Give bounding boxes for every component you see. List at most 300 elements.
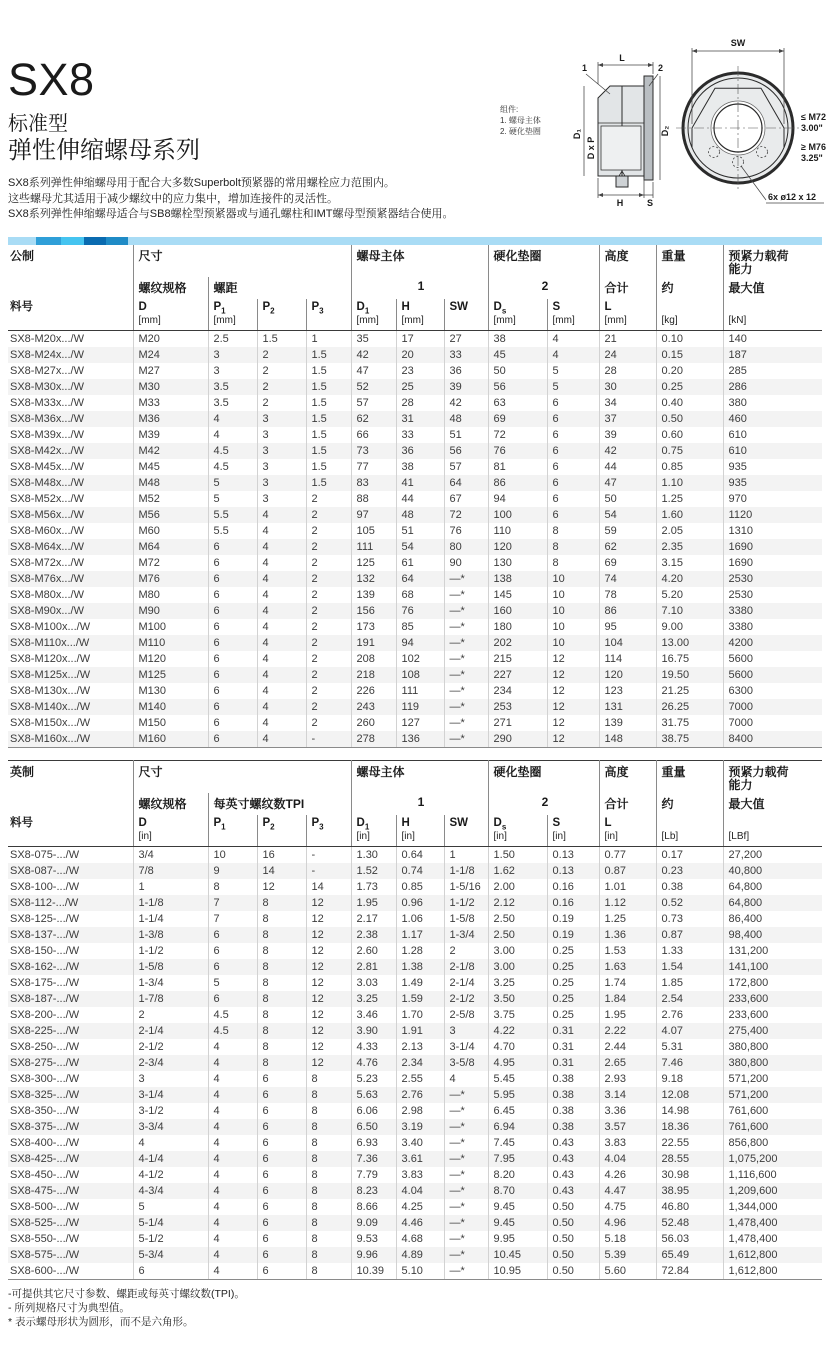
cell: 1.5 <box>257 330 306 347</box>
cell: 2 <box>306 651 351 667</box>
cell: 57 <box>444 459 488 475</box>
cell: 1.59 <box>396 991 444 1007</box>
cell: —* <box>444 1247 488 1263</box>
cell: 2.12 <box>488 895 547 911</box>
cell: 6 <box>208 715 257 731</box>
cell: 62 <box>351 411 396 427</box>
table-row <box>8 1087 822 1103</box>
cell: M39 <box>133 427 208 443</box>
cell: 1.5 <box>306 411 351 427</box>
cell: 4.04 <box>599 1151 656 1167</box>
cell: 6 <box>547 395 599 411</box>
cell: —* <box>444 1199 488 1215</box>
cell: 64,800 <box>723 879 822 895</box>
cell: 4 <box>208 1231 257 1247</box>
cell: 4 <box>444 1071 488 1087</box>
cell: 6 <box>208 651 257 667</box>
cell: 2 <box>306 699 351 715</box>
cell: 5 <box>208 975 257 991</box>
cell: 610 <box>723 427 822 443</box>
cell: 100 <box>488 507 547 523</box>
cell: 8 <box>306 1247 351 1263</box>
cell: 233,600 <box>723 991 822 1007</box>
table-row <box>8 475 822 491</box>
cell: 69 <box>599 555 656 571</box>
cell: 125 <box>351 555 396 571</box>
preload-line: 能力 <box>728 777 753 792</box>
cell: 4 <box>257 683 306 699</box>
cell: 3 <box>133 1071 208 1087</box>
cell: 33 <box>444 347 488 363</box>
table-row <box>8 1103 822 1119</box>
cell: 97 <box>351 507 396 523</box>
group-weight: 重量 <box>656 245 723 277</box>
cell: 4.96 <box>599 1215 656 1231</box>
cell: 1,344,000 <box>723 1199 822 1215</box>
cell: 0.50 <box>547 1215 599 1231</box>
cell: 4.76 <box>351 1055 396 1071</box>
cell: M52 <box>133 491 208 507</box>
cell: 4 <box>208 1135 257 1151</box>
cell: 0.50 <box>547 1199 599 1215</box>
table-row <box>8 1151 822 1167</box>
cell: 47 <box>599 475 656 491</box>
cell: 2 <box>444 943 488 959</box>
cell: 8 <box>306 1119 351 1135</box>
cell: 7/8 <box>133 863 208 879</box>
cell: M130 <box>133 683 208 699</box>
table-row <box>8 1023 822 1039</box>
cell: 9.09 <box>351 1215 396 1231</box>
cell: 6 <box>547 443 599 459</box>
cell: M56 <box>133 507 208 523</box>
cell: 2-5/8 <box>444 1007 488 1023</box>
cell: 1-1/8 <box>133 895 208 911</box>
cell: SX8-M27x.../W <box>10 364 84 377</box>
cell: 3.40 <box>396 1135 444 1151</box>
cell: SX8-M39x.../W <box>10 428 84 441</box>
cell: 23 <box>396 363 444 379</box>
cell: 6 <box>547 491 599 507</box>
cell: 9.95 <box>488 1231 547 1247</box>
cell: 4.5 <box>208 1007 257 1023</box>
cell: 3.25 <box>488 975 547 991</box>
cell: SX8-075-.../W <box>10 848 80 861</box>
cell: —* <box>444 1167 488 1183</box>
cell: M120 <box>133 651 208 667</box>
cell: 3 <box>257 475 306 491</box>
cell: M76 <box>133 571 208 587</box>
cell: 2.76 <box>656 1007 723 1023</box>
cell: 61 <box>396 555 444 571</box>
cell: 2.05 <box>656 523 723 539</box>
cell: 6 <box>208 731 257 748</box>
cell: 1.74 <box>599 975 656 991</box>
subgroup-nut-body-num: 1 <box>351 793 488 815</box>
cell: 12 <box>547 651 599 667</box>
footnote: - 所列规格尺寸为典型值。 <box>8 1301 130 1314</box>
subgroup-preload-max: 最大值 <box>723 277 822 299</box>
label-L: L <box>619 53 625 63</box>
cell: 45 <box>488 347 547 363</box>
cell: - <box>306 863 351 879</box>
subgroup-height-total: 合计 <box>599 793 656 815</box>
table-row <box>8 1071 822 1087</box>
cell: 14.98 <box>656 1103 723 1119</box>
cell: 1.5 <box>306 459 351 475</box>
cell: SX8-M76x.../W <box>10 572 84 585</box>
cell: 27,200 <box>723 846 822 863</box>
cell: 4 <box>208 411 257 427</box>
cell: 5 <box>547 363 599 379</box>
subgroup-washer-num: 2 <box>488 277 599 299</box>
cell: 139 <box>351 587 396 603</box>
cell: 3 <box>208 347 257 363</box>
cell: 25 <box>396 379 444 395</box>
cell: 2 <box>306 539 351 555</box>
cell: 0.10 <box>656 330 723 347</box>
cell: 0.96 <box>396 895 444 911</box>
table-row <box>8 379 822 395</box>
cell: SX8-375-.../W <box>10 1120 80 1133</box>
cell: 65.49 <box>656 1247 723 1263</box>
cell: 1,612,800 <box>723 1247 822 1263</box>
cell: 2.35 <box>656 539 723 555</box>
cell: 6 <box>208 683 257 699</box>
cell: SX8-137-.../W <box>10 928 80 941</box>
cell: 51 <box>396 523 444 539</box>
cell: 1.63 <box>599 959 656 975</box>
column-header: $P_3$ <box>306 299 351 331</box>
cell: 72.84 <box>656 1263 723 1280</box>
cell: 3 <box>257 411 306 427</box>
cell: —* <box>444 1215 488 1231</box>
table-row <box>8 1199 822 1215</box>
cell: 2.00 <box>488 879 547 895</box>
cell: 76 <box>396 603 444 619</box>
cell: 0.43 <box>547 1183 599 1199</box>
cell: 8.23 <box>351 1183 396 1199</box>
cell: 1120 <box>723 507 822 523</box>
column-header: [LBf] <box>723 815 822 847</box>
cell: 7.46 <box>656 1055 723 1071</box>
cell: 0.15 <box>656 347 723 363</box>
cell: 1-1/8 <box>444 863 488 879</box>
table-row <box>8 1039 822 1055</box>
table-row <box>8 975 822 991</box>
cell: SX8-M110x.../W <box>10 636 90 649</box>
cell: 5.10 <box>396 1263 444 1280</box>
cell: 1.62 <box>488 863 547 879</box>
cell: 51 <box>444 427 488 443</box>
column-header: D [in] <box>133 815 208 847</box>
cell: 1.53 <box>599 943 656 959</box>
cell: 0.31 <box>547 1023 599 1039</box>
cell: SX8-M90x.../W <box>10 604 84 617</box>
cell: 4200 <box>723 635 822 651</box>
cell: 1.5 <box>306 475 351 491</box>
table-row <box>8 863 822 879</box>
cell: 8 <box>257 943 306 959</box>
cell: 856,800 <box>723 1135 822 1151</box>
cell: 1-1/4 <box>133 911 208 927</box>
cell: 4 <box>208 1199 257 1215</box>
cell: 4 <box>257 619 306 635</box>
cell: 1310 <box>723 523 822 539</box>
cell: 3.00 <box>488 959 547 975</box>
cell: 9.00 <box>656 619 723 635</box>
cell: 2-1/2 <box>444 991 488 1007</box>
cell: 6 <box>208 555 257 571</box>
cell: 2 <box>306 523 351 539</box>
cell: 8 <box>306 1263 351 1280</box>
cell: 191 <box>351 635 396 651</box>
cell: 8 <box>306 1215 351 1231</box>
table-row <box>8 507 822 523</box>
cell: 111 <box>396 683 444 699</box>
cell: 3.75 <box>488 1007 547 1023</box>
cell: 12 <box>306 911 351 927</box>
cell: 27 <box>444 330 488 347</box>
cell: 2 <box>306 635 351 651</box>
cell: 8 <box>306 1087 351 1103</box>
table-row <box>8 555 822 571</box>
cell: 0.60 <box>656 427 723 443</box>
cell: 1.5 <box>306 395 351 411</box>
cell: 6 <box>547 475 599 491</box>
column-header: $D_s$ [mm] <box>488 299 547 331</box>
cell: 226 <box>351 683 396 699</box>
cell: 5 <box>133 1199 208 1215</box>
subgroup-height-total: 合计 <box>599 277 656 299</box>
cell: M48 <box>133 475 208 491</box>
cell: 54 <box>599 507 656 523</box>
cell: 1-1/2 <box>133 943 208 959</box>
cell: SX8-225-.../W <box>10 1024 80 1037</box>
cell: —* <box>444 667 488 683</box>
cell: 2 <box>306 571 351 587</box>
imperial-section-label: 英制 <box>10 764 35 779</box>
cell: 108 <box>396 667 444 683</box>
cell: 0.50 <box>656 411 723 427</box>
cell: 5.20 <box>656 587 723 603</box>
cell: SX8-475-.../W <box>10 1184 80 1197</box>
cell: 1.5 <box>306 427 351 443</box>
cell: SX8-600-.../W <box>8 1263 133 1280</box>
cell: 3 <box>257 443 306 459</box>
cell: —* <box>444 683 488 699</box>
cell: 253 <box>488 699 547 715</box>
cell: 6 <box>208 699 257 715</box>
cell: 0.85 <box>396 879 444 895</box>
cell: —* <box>444 1151 488 1167</box>
table-row <box>8 683 822 699</box>
cell: 0.13 <box>547 846 599 863</box>
cell: 1 <box>306 330 351 347</box>
cell: 8 <box>306 1199 351 1215</box>
cell: 10 <box>547 619 599 635</box>
cell: 0.17 <box>656 846 723 863</box>
cell: SX8-100-.../W <box>10 880 80 893</box>
cell: 1 <box>444 846 488 863</box>
table-row <box>8 539 822 555</box>
cell: 1-3/4 <box>133 975 208 991</box>
cell: M100 <box>133 619 208 635</box>
cell: 42 <box>599 443 656 459</box>
cell: 5-1/2 <box>133 1231 208 1247</box>
cell: 4.5 <box>208 443 257 459</box>
cell: 6 <box>208 539 257 555</box>
cell: SX8-M64x.../W <box>10 540 84 553</box>
cell: 78 <box>599 587 656 603</box>
cell: 4 <box>257 603 306 619</box>
cell: 5 <box>208 475 257 491</box>
cell: 8 <box>257 1007 306 1023</box>
table-row <box>8 731 822 748</box>
cell: 0.16 <box>547 879 599 895</box>
column-header: $P_2$ <box>257 815 306 847</box>
cell: 2 <box>306 555 351 571</box>
cell: —* <box>444 1119 488 1135</box>
column-header: $P_2$ <box>257 299 306 331</box>
subgroup-pitch: 螺距 <box>208 277 351 299</box>
cell: 180 <box>488 619 547 635</box>
column-header: SW <box>444 299 488 331</box>
cell: 9.45 <box>488 1215 547 1231</box>
cell: 12.08 <box>656 1087 723 1103</box>
cell: 6 <box>208 619 257 635</box>
cell: 1690 <box>723 539 822 555</box>
cell: 54 <box>396 539 444 555</box>
cell: 35 <box>351 330 396 347</box>
cell: 4 <box>257 587 306 603</box>
cell: 0.38 <box>547 1103 599 1119</box>
cell: SX8-M160x.../W <box>8 731 133 748</box>
cell: 4 <box>257 715 306 731</box>
cell: SX8-M100x.../W <box>10 620 91 633</box>
cell: 127 <box>396 715 444 731</box>
cell: 1.28 <box>396 943 444 959</box>
cell: 10 <box>547 587 599 603</box>
cell: 3.36 <box>599 1103 656 1119</box>
cell: 1.49 <box>396 975 444 991</box>
cell: 2.13 <box>396 1039 444 1055</box>
table-row <box>8 1135 822 1151</box>
cell: SX8-M20x.../W <box>10 332 84 345</box>
cell: - <box>306 846 351 863</box>
column-header: L [in] <box>599 815 656 847</box>
cell: 260 <box>351 715 396 731</box>
cell: 290 <box>488 731 547 748</box>
footnote: -可提供其它尺寸参数、螺距或每英寸螺纹数(TPI)。 <box>8 1287 245 1300</box>
cell: M30 <box>133 379 208 395</box>
cell: 52 <box>351 379 396 395</box>
cell: 8 <box>257 1039 306 1055</box>
cell: 22.55 <box>656 1135 723 1151</box>
cell: 138 <box>488 571 547 587</box>
cell: 234 <box>488 683 547 699</box>
cell: 94 <box>396 635 444 651</box>
cell: 6.50 <box>351 1119 396 1135</box>
cell: 4.33 <box>351 1039 396 1055</box>
cell: SX8-M60x.../W <box>10 524 84 537</box>
cell: —* <box>444 1087 488 1103</box>
cell: 4.04 <box>396 1183 444 1199</box>
cell: 4 <box>547 347 599 363</box>
cell: 6 <box>257 1135 306 1151</box>
cell: 8 <box>306 1135 351 1151</box>
cell: 4.07 <box>656 1023 723 1039</box>
cell: 3-1/4 <box>444 1039 488 1055</box>
cell: 6 <box>208 587 257 603</box>
annotation-holes: 6x ø12 x 12 <box>768 192 817 202</box>
cell: 6300 <box>723 683 822 699</box>
cell: 24 <box>599 347 656 363</box>
cell: 12 <box>306 991 351 1007</box>
cell: 4 <box>208 1071 257 1087</box>
subgroup-thread-spec: 螺纹规格 <box>133 277 208 299</box>
cell: 64 <box>444 475 488 491</box>
cell: 4 <box>257 651 306 667</box>
cell: 0.38 <box>547 1119 599 1135</box>
description-line: SX8系列弹性伸缩螺母用于配合大多数Superbolt预紧器的常用螺栓应力范围内。 <box>8 177 395 189</box>
cell: 2 <box>257 347 306 363</box>
cell: 4 <box>208 1055 257 1071</box>
group-weight: 重量 <box>656 760 723 793</box>
cell: 105 <box>351 523 396 539</box>
table-row <box>8 1263 822 1280</box>
cell: 4.47 <box>599 1183 656 1199</box>
cell: 9.18 <box>656 1071 723 1087</box>
cell: 76 <box>488 443 547 459</box>
cell: 1 <box>133 879 208 895</box>
cell: 1-5/16 <box>444 879 488 895</box>
section-view <box>598 76 653 187</box>
cell: SX8-250-.../W <box>10 1040 80 1053</box>
cell: —* <box>444 1103 488 1119</box>
cell: 4.20 <box>656 571 723 587</box>
cell: 1.84 <box>599 991 656 1007</box>
cell: 0.38 <box>547 1071 599 1087</box>
cell: SX8-575-.../W <box>10 1248 80 1261</box>
cell: 8.66 <box>351 1199 396 1215</box>
cell: SX8-400-.../W <box>10 1136 80 1149</box>
cell: 0.23 <box>656 863 723 879</box>
cell: 2-1/4 <box>444 975 488 991</box>
cell: 5600 <box>723 667 822 683</box>
cell: 38 <box>488 330 547 347</box>
cell: 3380 <box>723 603 822 619</box>
cell: 6 <box>208 927 257 943</box>
cell: 0.31 <box>547 1039 599 1055</box>
cell: 1.50 <box>488 846 547 863</box>
table-row <box>8 1167 822 1183</box>
cell: 5.5 <box>208 523 257 539</box>
cell: 3 <box>444 1023 488 1039</box>
cell: 6 <box>208 667 257 683</box>
cell: 0.50 <box>547 1231 599 1247</box>
column-header: $D_1$ [in] <box>351 815 396 847</box>
cell: M72 <box>133 555 208 571</box>
cell: —* <box>444 731 488 748</box>
cell: 4.68 <box>396 1231 444 1247</box>
cell: 0.43 <box>547 1167 599 1183</box>
cell: 970 <box>723 491 822 507</box>
cell: 12 <box>306 959 351 975</box>
cell: M33 <box>133 395 208 411</box>
cell: 0.25 <box>656 379 723 395</box>
cell: 218 <box>351 667 396 683</box>
